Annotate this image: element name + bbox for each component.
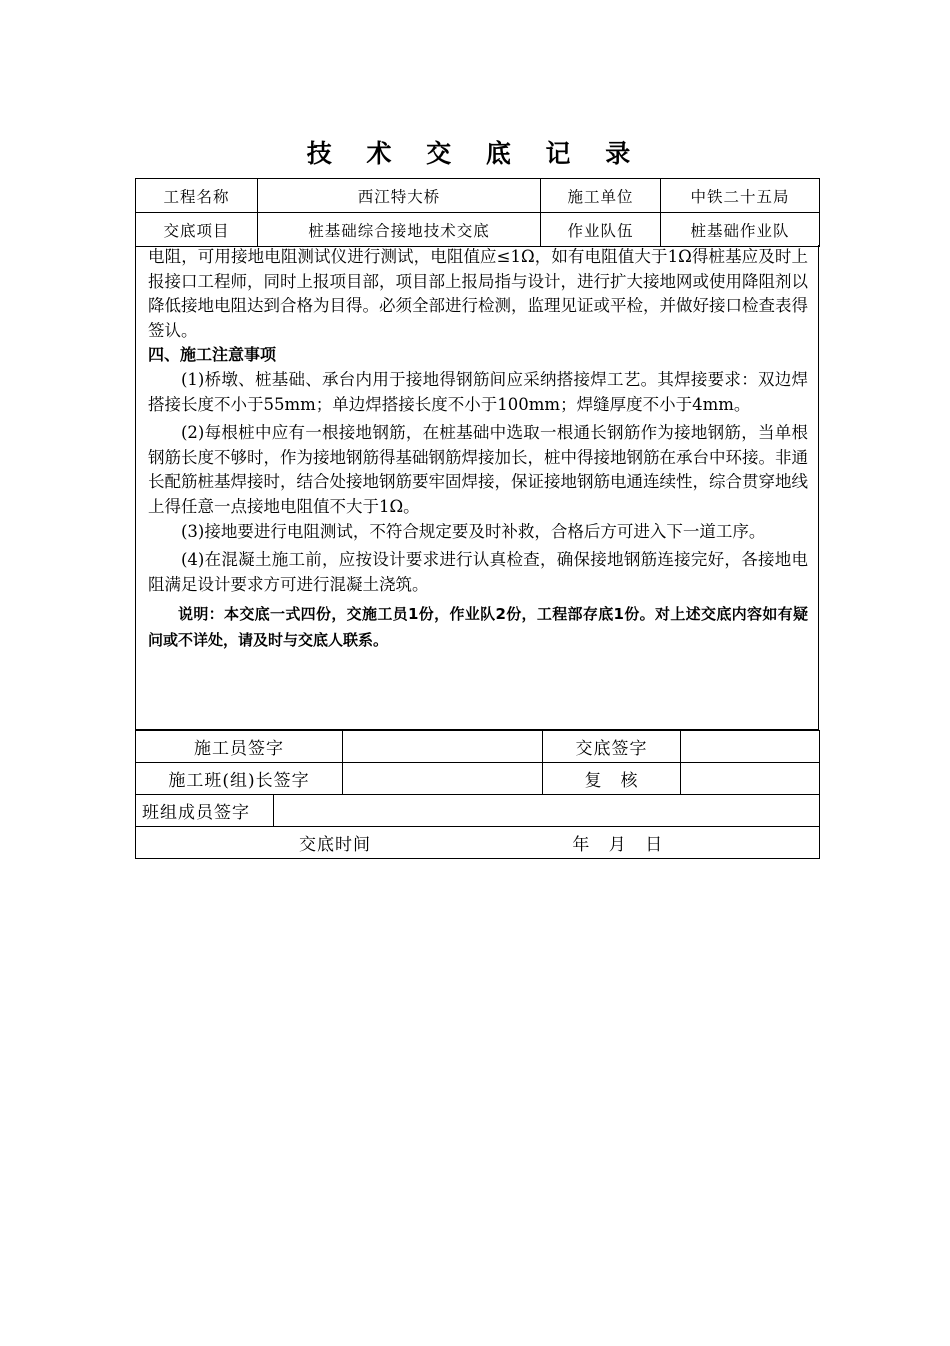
signature-row-time	[136, 827, 820, 859]
constructor-signature-label: 施工员签字	[136, 731, 343, 763]
distribution-note: 说明：本交底一式四份，交施工员1份，作业队2份，工程部存底1份。对上述交底内容如有疑问或不详处，请及时与交底人联系。	[148, 605, 808, 650]
notice-item-4: (4)在混凝土施工前，应按设计要求进行认真检查，确保接地钢筋连接完好，各接地电阻满足设计要求方可进行混凝土浇筑。	[148, 550, 808, 594]
review-field[interactable]	[681, 763, 820, 795]
construction-unit-label: 施工单位	[541, 179, 661, 213]
constructor-signature-field[interactable]	[343, 731, 543, 763]
header-table	[135, 178, 820, 247]
team-value: 桩基础作业队	[661, 213, 820, 247]
section-heading: 四、施工注意事项	[148, 345, 277, 365]
project-name-value: 西江特大桥	[258, 179, 541, 213]
construction-unit-value: 中铁二十五局	[661, 179, 820, 213]
disclosure-signature-field[interactable]	[681, 731, 820, 763]
notice-item-3: (3)接地要进行电阻测试，不符合规定要及时补救，合格后方可进入下一道工序。	[181, 521, 766, 541]
header-row-project	[136, 179, 820, 213]
disclosure-time-label: 交底时间	[299, 835, 371, 855]
members-signature-label: 班组成员签字	[136, 795, 274, 827]
project-name-label: 工程名称	[136, 179, 258, 213]
notice-item-1: (1)桥墩、桩基础、承台内用于接地得钢筋间应采纳搭接焊工艺。其焊接要求：双边焊搭接长度不小于55mm；单边焊搭接长度不小于100mm；焊缝厚度不小于4mm。	[148, 369, 808, 414]
review-label: 复 核	[543, 763, 681, 795]
disclosure-signature-label: 交底签字	[543, 731, 681, 763]
signature-table	[135, 730, 820, 859]
team-leader-signature-label: 施工班(组)长签字	[136, 763, 343, 795]
document-title: 技 术 交 底 记 录	[306, 139, 644, 168]
disclosure-date-placeholder: 年 月 日	[572, 835, 664, 855]
disclosure-time-cell[interactable]	[136, 827, 820, 859]
notice-item-2: (2)每根桩中应有一根接地钢筋，在桩基础中选取一根通长钢筋作为接地钢筋，当单根钢筋长度不够时，作为接地钢筋得基础钢筋焊接加长，桩中得接地钢筋在承台中环接。非通长配筋桩基焊接时，结合处接地钢筋要牢固焊接，保证接地钢筋电通连续性，综合贯穿地线上得任意一点接地电阻值不大于1Ω。	[148, 423, 808, 516]
signature-row-1	[136, 731, 820, 763]
disclosure-content	[135, 245, 819, 730]
signature-row-2	[136, 763, 820, 795]
paragraph-continued: 电阻，可用接地电阻测试仪进行测试，电阻值应≤1Ω，如有电阻值大于1Ω得桩基应及时上报接口工程师，同时上报项目部，项目部上报局指与设计，进行扩大接地网或使用降阻剂以降低接地电阻达到合格为目得。必须全部进行检测，监理见证或平检，并做好接口检查表得签认。	[148, 247, 808, 340]
team-leader-signature-field[interactable]	[343, 763, 543, 795]
header-row-item	[136, 213, 820, 247]
item-value: 桩基础综合接地技术交底	[258, 213, 541, 247]
item-label: 交底项目	[136, 213, 258, 247]
members-signature-field[interactable]	[274, 795, 820, 827]
team-label: 作业队伍	[541, 213, 661, 247]
signature-row-3	[136, 795, 820, 827]
